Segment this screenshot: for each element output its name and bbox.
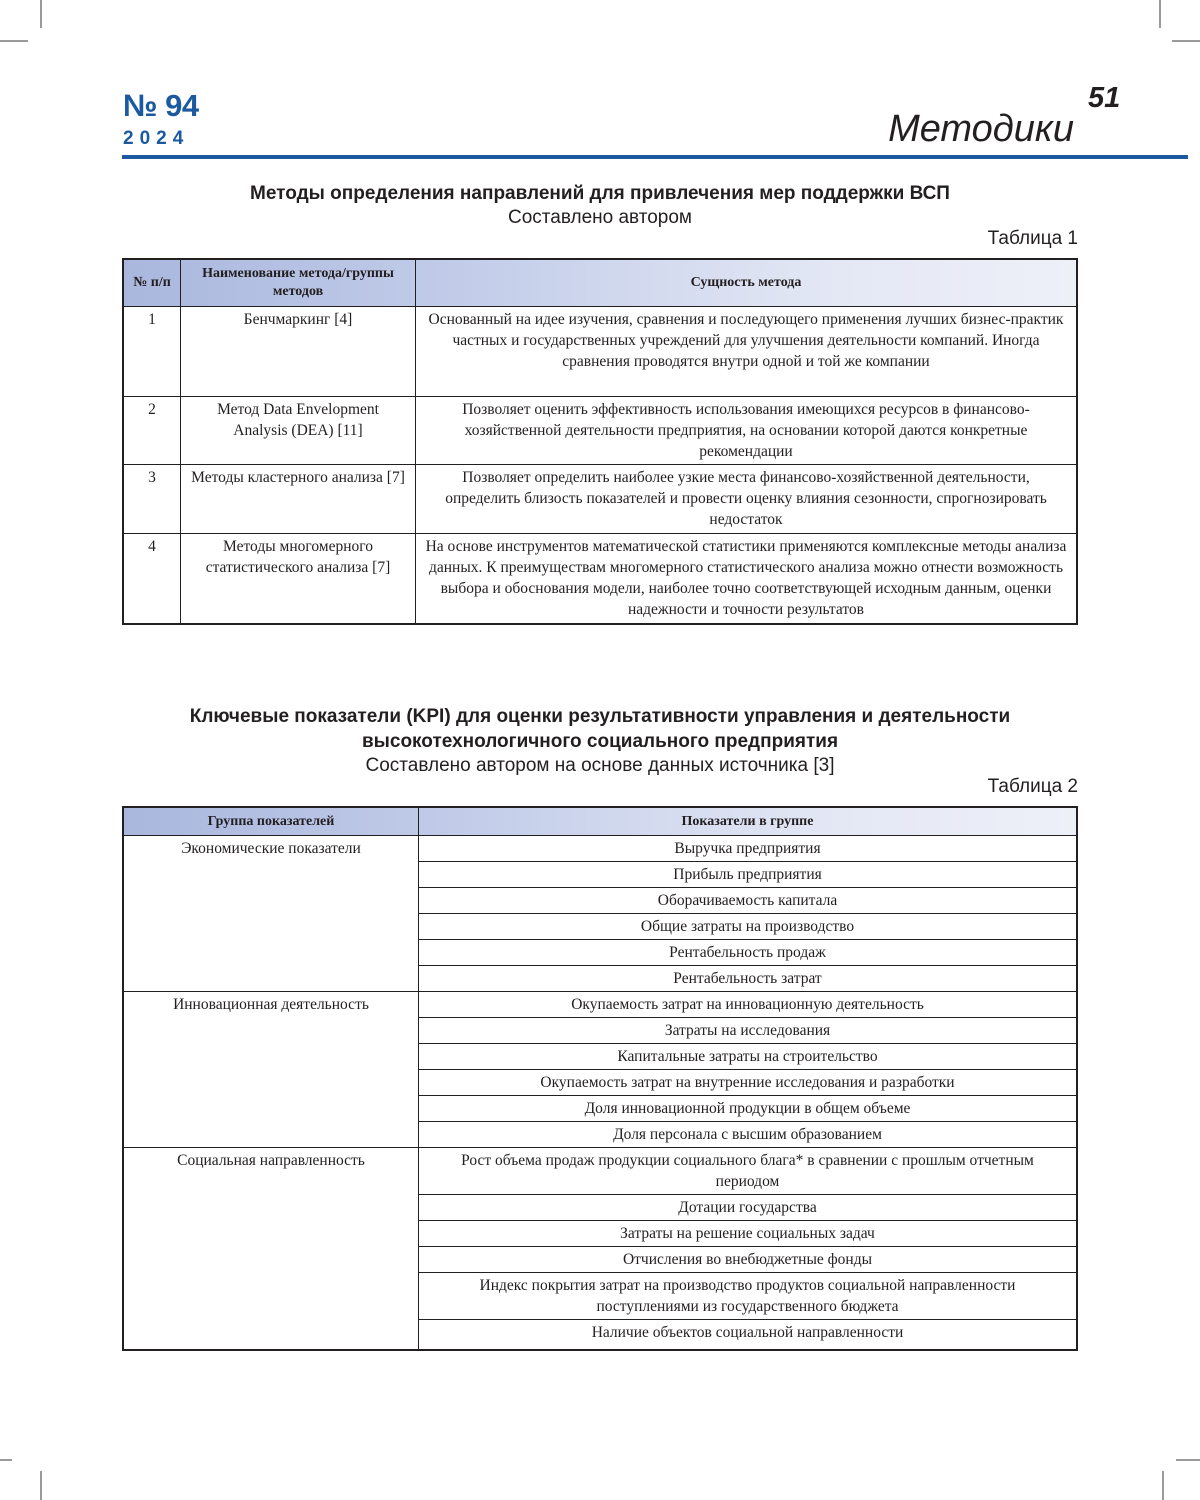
- indicator: Затраты на исследования: [419, 1018, 1078, 1044]
- crop-mark: [0, 40, 28, 42]
- table1-caption: [122, 181, 1078, 230]
- group-name: Инновационная деятельность: [123, 992, 419, 1148]
- indicator: Рост объема продаж продукции социального блага* в сравнении с прошлым отчетным периодом: [419, 1148, 1078, 1195]
- section-title: Методики: [888, 108, 1074, 150]
- indicator: Индекс покрытия затрат на производство продуктов социальной направленности поступлениями из государственного бюджета: [419, 1273, 1078, 1320]
- indicator: Доля инновационной продукции в общем объеме: [419, 1096, 1078, 1122]
- table2-title-line1: Ключевые показатели (KPI) для оценки результативности управления и деятельности: [189, 706, 1011, 727]
- table2-title-line2: высокотехнологичного социального предприятия: [361, 731, 839, 752]
- method-essence: Позволяет оценить эффективность использования имеющихся ресурсов в финансово-хозяйственной деятельности предприятия, на основании которой даются конкретные рекомендации: [416, 397, 1078, 465]
- indicator: Капитальные затраты на строительство: [419, 1044, 1078, 1070]
- table-row: [123, 1148, 1077, 1195]
- crop-mark: [1162, 1471, 1164, 1500]
- group-name: Социальная направленность: [123, 1148, 419, 1350]
- row-number: 2: [123, 397, 181, 465]
- table-row: [123, 534, 1077, 624]
- indicator: Оборачиваемость капитала: [419, 888, 1078, 914]
- header-rule: [122, 155, 1188, 159]
- indicator: Общие затраты на производство: [419, 914, 1078, 940]
- issue-number: № 94: [123, 88, 199, 123]
- table2: [122, 806, 1078, 1351]
- crop-mark: [0, 1459, 12, 1461]
- row-number: 4: [123, 534, 181, 624]
- table2-label: Таблица 2: [987, 776, 1078, 797]
- table1-header-row: [123, 259, 1077, 307]
- crop-mark: [1172, 40, 1200, 42]
- table-row: [123, 465, 1077, 534]
- crop-mark: [40, 1471, 42, 1500]
- table2-subtitle: Составлено автором на основе данных источника [3]: [365, 755, 835, 776]
- page-number: 51: [1088, 82, 1121, 114]
- indicator: Отчисления во внебюджетные фонды: [419, 1247, 1078, 1273]
- indicator: Доля персонала с высшим образованием: [419, 1122, 1078, 1148]
- table2-col-group: Группа показателей: [123, 807, 419, 836]
- method-name: Методы кластерного анализа [7]: [181, 465, 416, 534]
- table1-col-essence: Сущность метода: [416, 259, 1078, 307]
- table1-subtitle: Составлено автором: [508, 207, 692, 228]
- table2-col-indicators: Показатели в группе: [419, 807, 1078, 836]
- table1-col-num: № п/п: [123, 259, 181, 307]
- issue-year: 2024: [123, 128, 190, 149]
- indicator: Прибыль предприятия: [419, 862, 1078, 888]
- indicator: Рентабельность продаж: [419, 940, 1078, 966]
- table-row: [123, 307, 1077, 397]
- table1-label: Таблица 1: [987, 228, 1078, 249]
- table-row: [123, 992, 1077, 1018]
- group-name: Экономические показатели: [123, 836, 419, 992]
- table1-col-method: Наименование метода/группы методов: [181, 259, 416, 307]
- crop-mark: [40, 0, 42, 28]
- table2-header-row: [123, 807, 1077, 836]
- row-number: 3: [123, 465, 181, 534]
- indicator: Окупаемость затрат на внутренние исследования и разработки: [419, 1070, 1078, 1096]
- indicator: Дотации государства: [419, 1195, 1078, 1221]
- table-row: [123, 397, 1077, 465]
- table1: [122, 258, 1078, 625]
- crop-mark: [1176, 1459, 1200, 1461]
- method-name: Методы многомерного статистического анализа [7]: [181, 534, 416, 624]
- indicator: Рентабельность затрат: [419, 966, 1078, 992]
- method-essence: Основанный на идее изучения, сравнения и последующего применения лучших бизнес-практик частных и государственных учреждений для улучшения деятельности компаний. Иногда сравнения проводятся внутри одной и той же компании: [416, 307, 1078, 397]
- indicator: Затраты на решение социальных задач: [419, 1221, 1078, 1247]
- table-row: [123, 836, 1077, 862]
- method-name: Метод Data Envelopment Analysis (DEA) [11]: [181, 397, 416, 465]
- method-name: Бенчмаркинг [4]: [181, 307, 416, 397]
- method-essence: Позволяет определить наиболее узкие места финансово-хозяйственной деятельности, определить близость показателей и провести оценку влияния сезонности, спрогнозировать недостаток: [416, 465, 1078, 534]
- indicator: Наличие объектов социальной направленности: [419, 1320, 1078, 1350]
- indicator: Выручка предприятия: [419, 836, 1078, 862]
- method-essence: На основе инструментов математической статистики применяются комплексные методы анализа данных. К преимуществам многомерного статистического анализа можно отнести возможность выбора и обоснования модели, наиболее точно соответствующей исходным данным, оценки надежности и точности результатов: [416, 534, 1078, 624]
- crop-mark: [1159, 0, 1161, 28]
- table2-caption: [122, 704, 1078, 778]
- indicator: Окупаемость затрат на инновационную деятельность: [419, 992, 1078, 1018]
- row-number: 1: [123, 307, 181, 397]
- table1-title: Методы определения направлений для привлечения мер поддержки ВСП: [250, 183, 950, 204]
